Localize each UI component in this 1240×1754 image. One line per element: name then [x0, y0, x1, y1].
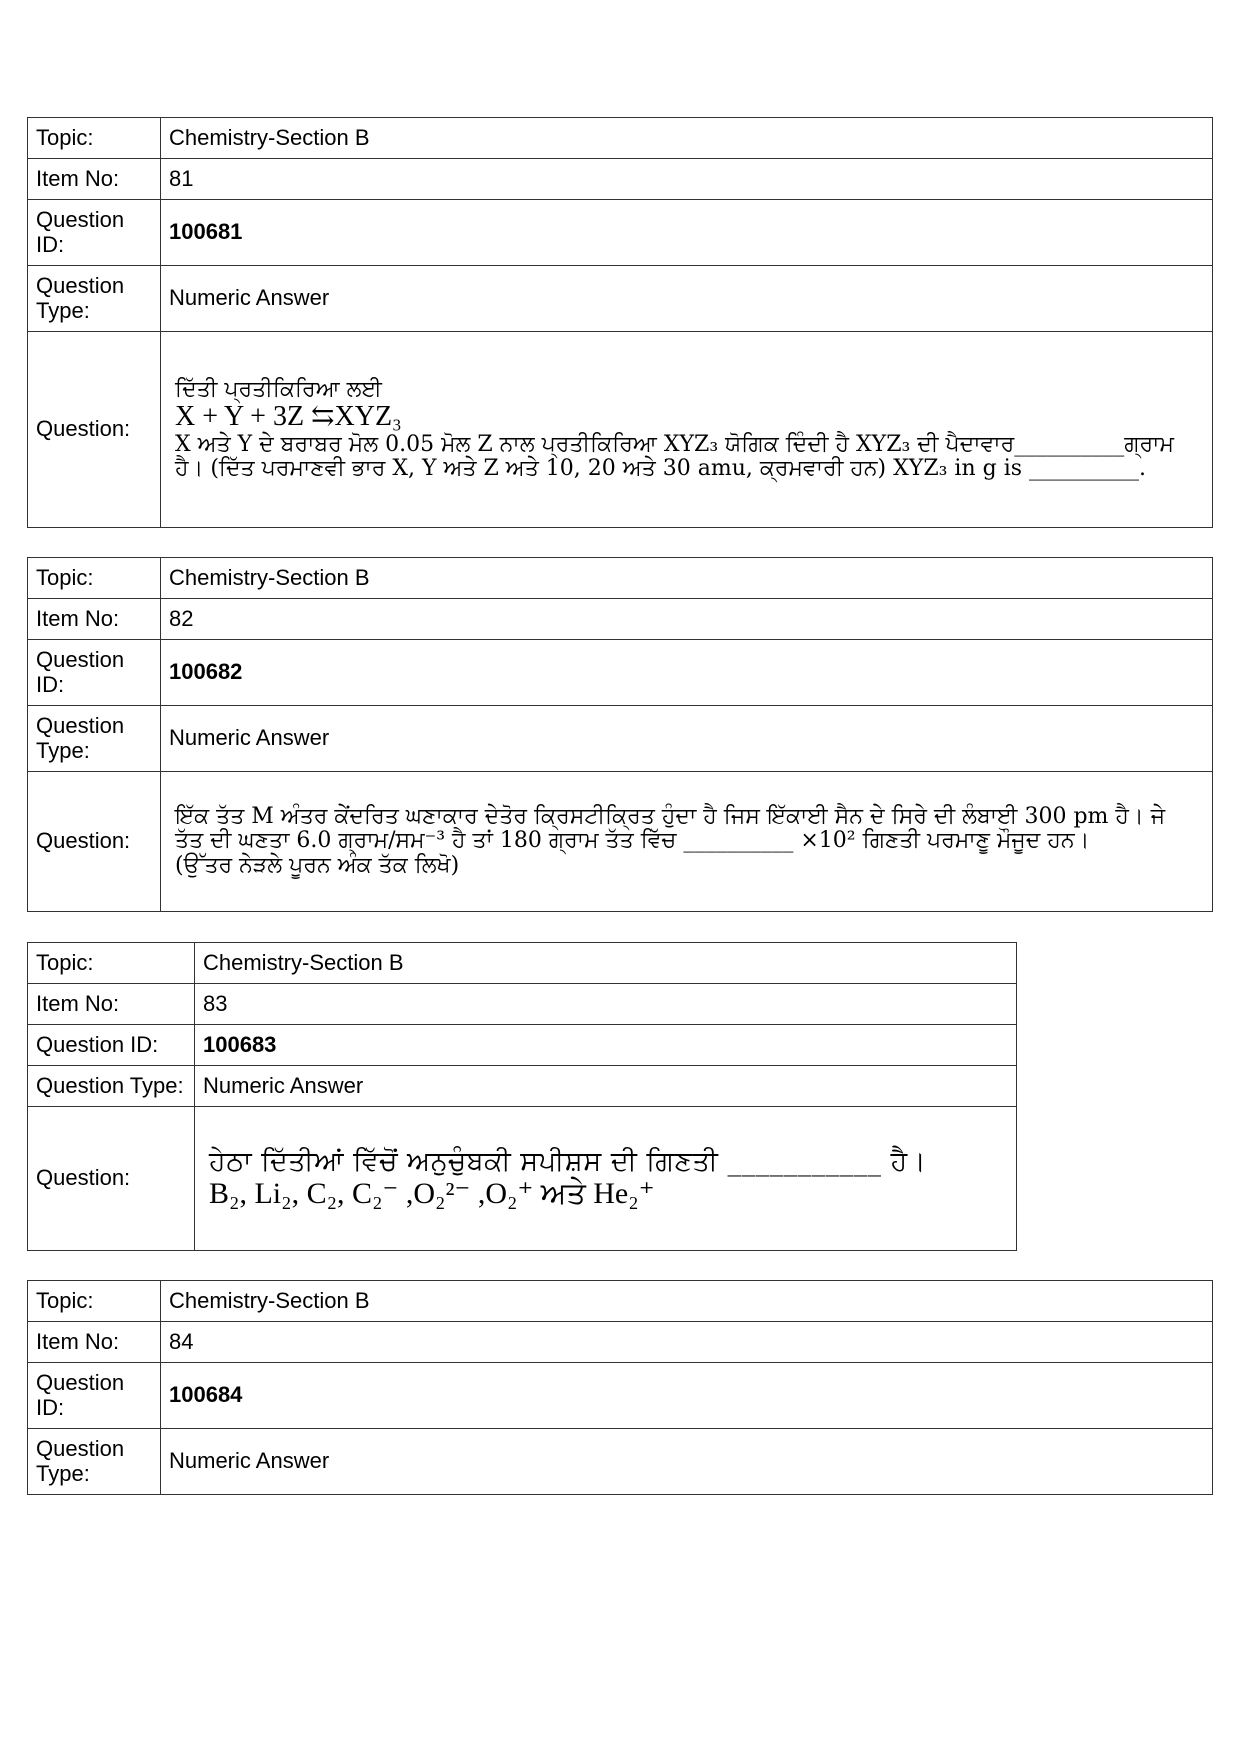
question-card-81: [27, 117, 1213, 528]
item-no-label: Item No:: [28, 1322, 161, 1363]
question-type-label: Question Type:: [28, 706, 161, 772]
topic-value: Chemistry-Section B: [161, 118, 1213, 159]
question-label: Question:: [28, 1107, 195, 1251]
item-no-value: 84: [161, 1322, 1213, 1363]
topic-row: [28, 943, 1017, 984]
topic-label: Topic:: [28, 943, 195, 984]
topic-row: [28, 118, 1213, 159]
item-no-value: 83: [195, 984, 1017, 1025]
question-id-row: [28, 640, 1213, 706]
question-card-84: [27, 1280, 1213, 1495]
item-no-label: Item No:: [28, 159, 161, 200]
question-id-label: Question ID:: [28, 1025, 195, 1066]
question-id-row: [28, 1025, 1017, 1066]
topic-value: Chemistry-Section B: [195, 943, 1017, 984]
question-label: Question:: [28, 332, 161, 528]
question-id-label: Question ID:: [28, 640, 161, 706]
question-row: [28, 332, 1213, 528]
question-type-value: Numeric Answer: [161, 1429, 1213, 1495]
question-text-line: ਦਿੱਤੀ ਪ੍ਰਤੀਕਿਰਿਆ ਲਈ: [175, 376, 382, 402]
item-no-row: [28, 599, 1213, 640]
item-no-value: 81: [161, 159, 1213, 200]
question-text-line: ਹੈ। (ਦਿੱਤ ਪਰਮਾਣਵੀ ਭਾਰ X, Y ਅਤੇ Z ਅਤੇ 10, 20 ਅਤੇ 30 amu, ਕ੍ਰਮਵਾਰੀ ਹਨ) XYZ₃ in g is __________.: [175, 455, 1147, 481]
question-row: [28, 1107, 1017, 1251]
item-no-label: Item No:: [28, 599, 161, 640]
item-no-row: [28, 159, 1213, 200]
question-text-line: ਤੱਤ ਦੀ ਘਣਤਾ 6.0 ਗ੍ਰਾਮ/ਸਮ⁻³ ਹੈ ਤਾਂ 180 ਗ੍ਰਾਮ ਤੱਤ ਵਿੱਚ __________ ×10² ਗਿਣਤੀ ਪਰਮਾਣੂ ਮੌਜੂਦ ਹਨ।: [175, 828, 1090, 854]
item-no-row: [28, 984, 1017, 1025]
question-row: [28, 772, 1213, 912]
topic-row: [28, 1281, 1213, 1322]
question-id-row: [28, 1363, 1213, 1429]
question-type-value: Numeric Answer: [195, 1066, 1017, 1107]
topic-label: Topic:: [28, 1281, 161, 1322]
question-type-row: [28, 266, 1213, 332]
question-type-label: Question Type:: [28, 266, 161, 332]
question-id-value: 100682: [161, 640, 1213, 706]
item-no-row: [28, 1322, 1213, 1363]
question-type-value: Numeric Answer: [161, 266, 1213, 332]
topic-row: [28, 558, 1213, 599]
topic-label: Topic:: [28, 558, 161, 599]
question-id-label: Question ID:: [28, 200, 161, 266]
question-id-row: [28, 200, 1213, 266]
question-body: [161, 772, 1213, 912]
question-text-line: (ਉੱਤਰ ਨੇੜਲੇ ਪੂਰਨ ਅੰਕ ਤੱਕ ਲਿਖੋ): [175, 852, 460, 878]
question-type-label: Question Type:: [28, 1066, 195, 1107]
question-id-value: 100684: [161, 1363, 1213, 1429]
topic-value: Chemistry-Section B: [161, 1281, 1213, 1322]
topic-label: Topic:: [28, 118, 161, 159]
question-type-row: [28, 1429, 1213, 1495]
question-text-line: ਹੇਠਾ ਦਿੱਤੀਆਂ ਵਿੱਚੋਂ ਅਨੁਚੁੰਬਕੀ ਸਪੀਸ਼ਸ ਦੀ ਗਿਣਤੀ ___________ ਹੈ।: [209, 1146, 927, 1178]
question-id-value: 100681: [161, 200, 1213, 266]
item-no-value: 82: [161, 599, 1213, 640]
question-text-line: ਇੱਕ ਤੱਤ M ਅੰਤਰ ਕੇਂਦਰਿਤ ਘਣਾਕਾਰ ਦੇਤੋਰ ਕ੍ਰਿਸਟੀਕ੍ਰਿਤ ਹੁੰਦਾ ਹੈ ਜਿਸ ਇੱਕਾਈ ਸੈਨ ਦੇ ਸਿਰੇ ਦੀ ਲੰਬਾਈ 300 pm ਹੈ। ਜੇ: [175, 804, 1166, 830]
question-type-row: [28, 706, 1213, 772]
question-type-value: Numeric Answer: [161, 706, 1213, 772]
item-no-label: Item No:: [28, 984, 195, 1025]
question-card-83: [27, 942, 1017, 1251]
question-type-row: [28, 1066, 1017, 1107]
question-id-label: Question ID:: [28, 1363, 161, 1429]
question-label: Question:: [28, 772, 161, 912]
question-id-value: 100683: [195, 1025, 1017, 1066]
question-body: [161, 332, 1213, 528]
question-body: [195, 1107, 1017, 1251]
question-type-label: Question Type:: [28, 1429, 161, 1495]
question-text-line: X ਅਤੇ Y ਦੇ ਬਰਾਬਰ ਮੋਲ 0.05 ਮੋਲ Z ਨਾਲ ਪ੍ਰਤੀਕਿਰਿਆ XYZ₃ ਯੋਗਿਕ ਦਿੰਦੀ ਹੈ XYZ₃ ਦੀ ਪੈਦਾਵਾਰ__________ਗ੍ਰਾਮ: [175, 431, 1174, 457]
topic-value: Chemistry-Section B: [161, 558, 1213, 599]
reaction-equation: X + Y + 3Z ⇆XYZ₃: [175, 401, 402, 432]
species-list: B₂, Li₂, C₂, C₂⁻ ,O₂²⁻ ,O₂⁺ ਅਤੇ He₂⁺: [209, 1176, 655, 1210]
question-card-82: [27, 557, 1213, 912]
